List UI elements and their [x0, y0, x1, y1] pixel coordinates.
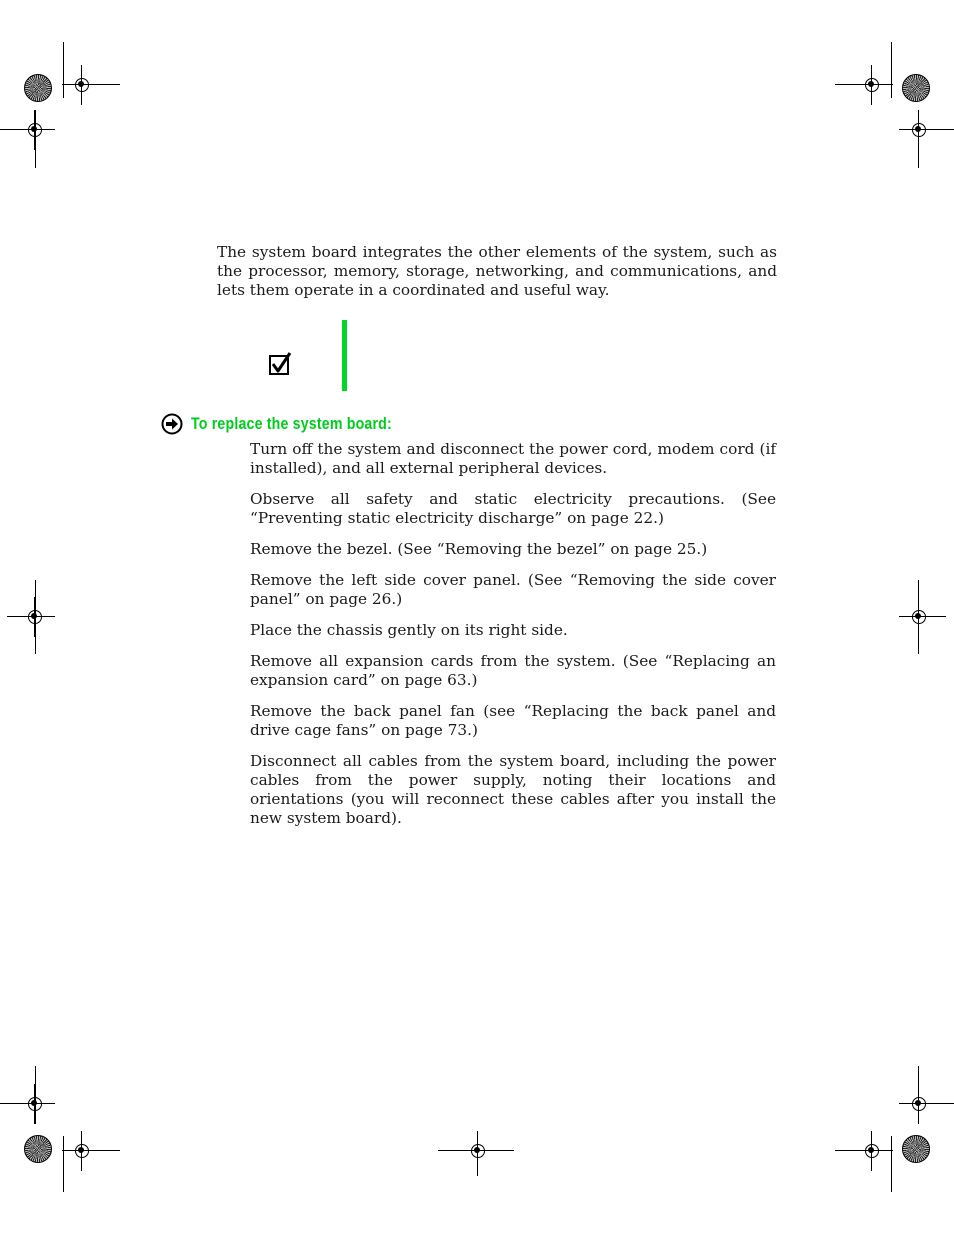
procedure-step: Observe all safety and static electricity precautions. (See “Preventing static electricity discharge” on page 22.) [250, 490, 776, 527]
arrow-icon [161, 413, 183, 435]
starburst-mark-top-left [24, 74, 52, 102]
crop-line [35, 1066, 36, 1124]
crop-line [62, 1150, 120, 1151]
procedure-heading [161, 413, 425, 435]
crop-line [891, 1136, 892, 1192]
intro-paragraph: The system board integrates the other elements of the system, such as the processor, memory, storage, networking, and communications, and lets them operate in a coordinated and useful way. [217, 243, 777, 299]
crop-line [918, 1066, 919, 1124]
crop-line [35, 110, 36, 168]
crop-line [63, 42, 64, 98]
crop-line [0, 129, 52, 130]
crop-line [902, 1103, 954, 1104]
crop-line [891, 42, 892, 98]
crosshair-mark [899, 110, 939, 150]
crosshair-mark [852, 65, 892, 105]
crosshair-mark [458, 1131, 498, 1171]
crop-line [835, 84, 893, 85]
crop-line [918, 580, 919, 654]
crop-line [0, 1103, 52, 1104]
procedure-step: Place the chassis gently on its right side. [250, 621, 568, 639]
procedure-step: Remove the back panel fan (see “Replacing the back panel and drive cage fans” on page 73.) [250, 702, 776, 739]
procedure-step: Disconnect all cables from the system board, including the power cables from the power supply, noting their locations and orientations (you will reconnect these cables after you install the new system board). [250, 752, 776, 827]
crop-line [835, 1150, 893, 1151]
crosshair-mark [62, 65, 102, 105]
crop-line [63, 1136, 64, 1192]
crosshair-mark [899, 597, 939, 637]
starburst-mark-top-right [902, 74, 930, 102]
procedure-step: Remove the left side cover panel. (See “Removing the side cover panel” on page 26.) [250, 571, 776, 608]
crop-line [902, 616, 946, 617]
checkbox-icon [268, 352, 292, 376]
crop-line [918, 110, 919, 168]
crop-line [35, 580, 36, 654]
crop-line [62, 84, 120, 85]
starburst-mark-bottom-right [902, 1135, 930, 1163]
crop-line [902, 129, 954, 130]
note-bar [342, 320, 347, 391]
crop-line [7, 616, 51, 617]
crosshair-mark [852, 1131, 892, 1171]
starburst-mark-bottom-left [24, 1135, 52, 1163]
crop-line [438, 1150, 514, 1151]
procedure-step: Remove all expansion cards from the system. (See “Replacing an expansion card” on page 63.) [250, 652, 776, 689]
crosshair-mark [899, 1084, 939, 1124]
procedure-step: Remove the bezel. (See “Removing the bezel” on page 25.) [250, 540, 708, 558]
procedure-title: To replace the system board: [191, 414, 392, 433]
crop-line [477, 1136, 478, 1176]
procedure-steps [250, 440, 776, 840]
procedure-step: Turn off the system and disconnect the power cord, modem cord (if installed), and all external peripheral devices. [250, 440, 776, 477]
crosshair-mark [62, 1131, 102, 1171]
